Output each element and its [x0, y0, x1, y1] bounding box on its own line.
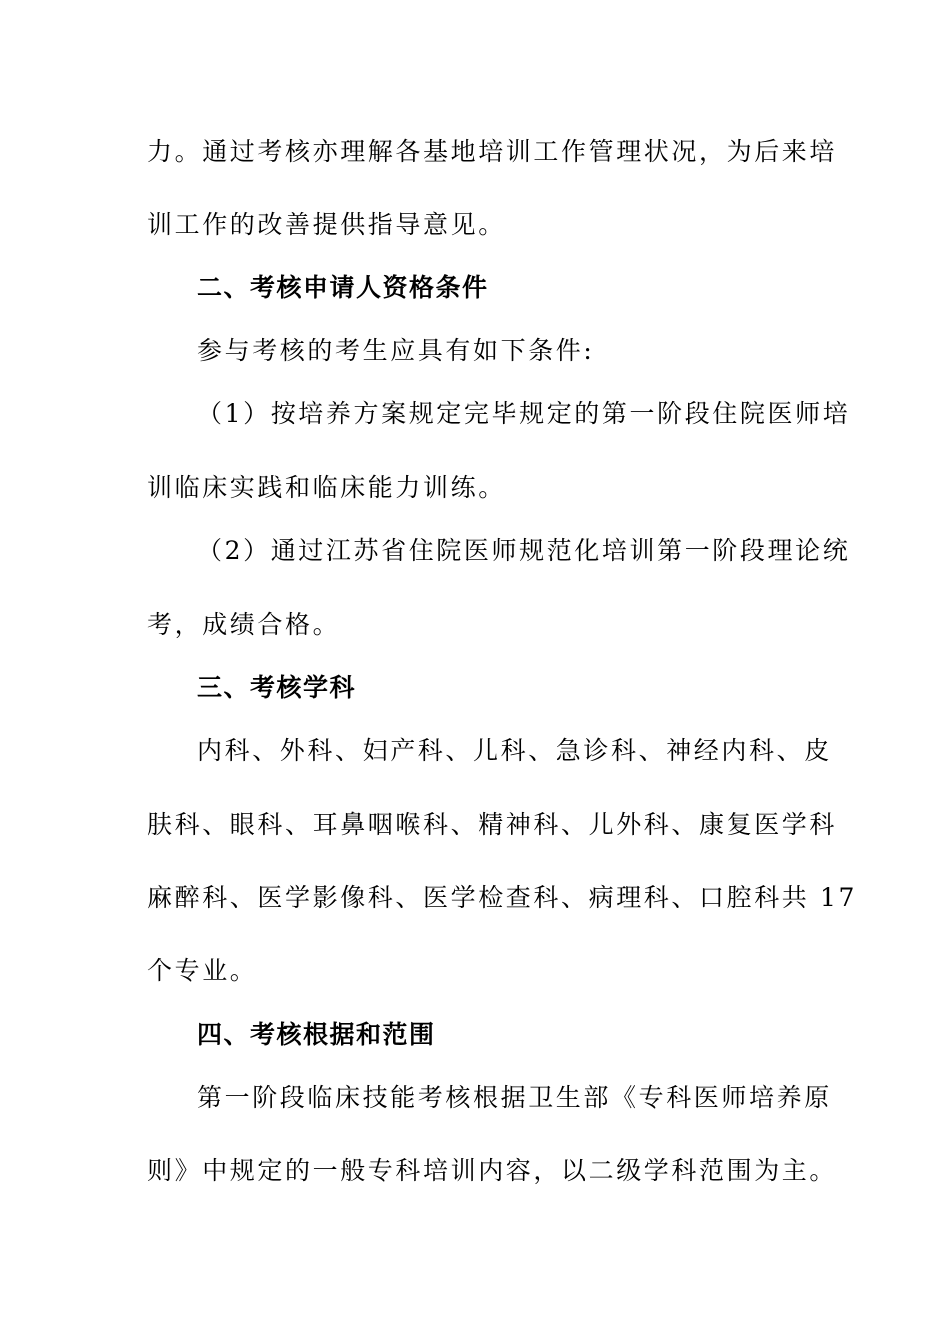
text-line: 则》中规定的一般专科培训内容，以二级学科范围为主。 — [147, 1156, 838, 1185]
text-line: 第一阶段临床技能考核根据卫生部《专科医师培养原 — [197, 1083, 832, 1112]
text-line: 力。通过考核亦理解各基地培训工作管理状况，为后来培 — [147, 137, 838, 166]
text-line: 考，成绩合格。 — [147, 610, 341, 639]
text-line: （2）通过江苏省住院医师规范化培训第一阶段理论统 — [197, 536, 851, 565]
text-line: 训工作的改善提供指导意见。 — [147, 210, 506, 239]
section-heading: 二、考核申请人资格条件 — [197, 273, 489, 302]
section-heading: 三、考核学科 — [197, 673, 357, 702]
section-heading: 四、考核根据和范围 — [197, 1020, 436, 1049]
text-line: 麻醉科、医学影像科、医学检查科、病理科、口腔科共 17 — [147, 883, 857, 912]
text-line: 个专业。 — [147, 956, 258, 985]
text-line: 肤科、眼科、耳鼻咽喉科、精神科、儿外科、康复医学科 — [147, 810, 838, 839]
text-line: （1）按培养方案规定完毕规定的第一阶段住院医师培 — [197, 399, 851, 428]
text-line: 训临床实践和临床能力训练。 — [147, 473, 506, 502]
text-line: 参与考核的考生应具有如下条件: — [197, 336, 595, 365]
text-line: 内科、外科、妇产科、儿科、急诊科、神经内科、皮 — [197, 736, 832, 765]
